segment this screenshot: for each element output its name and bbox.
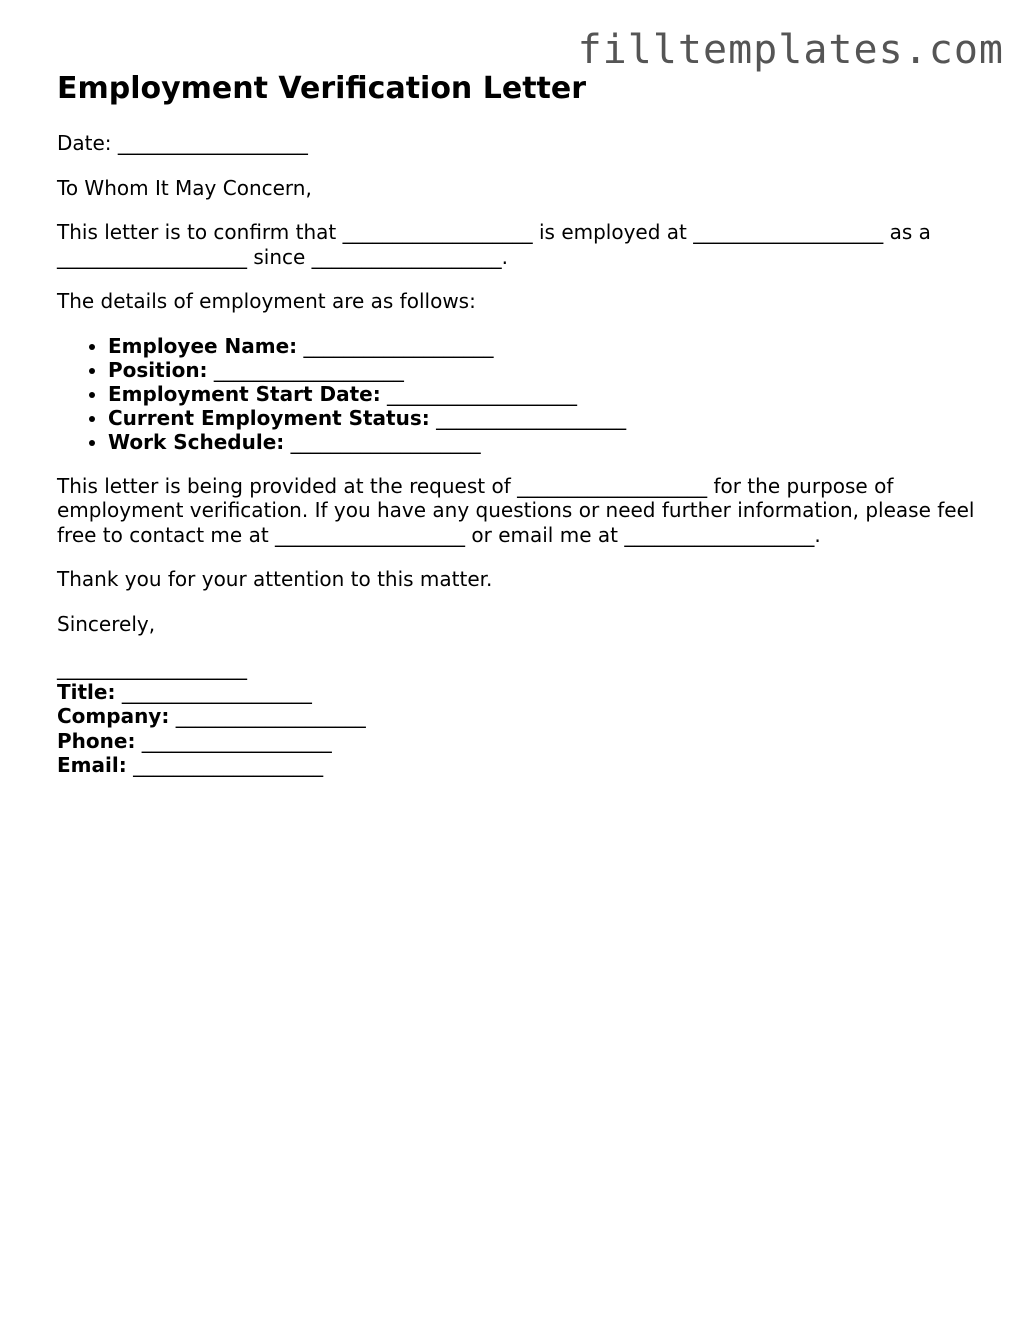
requester-blank: ___________________ xyxy=(517,473,708,498)
employee-blank: ___________________ xyxy=(342,220,533,244)
position-blank: ___________________ xyxy=(57,244,247,269)
signature-blank: ___________________ xyxy=(57,656,247,680)
request-paragraph xyxy=(57,474,987,548)
confirmation-paragraph xyxy=(57,220,987,269)
details-intro: The details of employment are as follows: xyxy=(57,289,476,313)
work-schedule-blank: ___________________ xyxy=(290,429,481,454)
signature-email-line xyxy=(57,753,987,777)
signature-phone-blank: ___________________ xyxy=(141,728,332,753)
confirm-text-3: as a xyxy=(889,220,931,244)
position-label: Position: xyxy=(108,357,208,382)
signature-title-line xyxy=(57,680,987,704)
signature-title-label: Title: xyxy=(57,680,116,705)
confirm-text-1: This letter is to confirm that xyxy=(57,220,337,244)
thanks-line: Thank you for your attention to this matter. xyxy=(57,567,493,591)
list-item xyxy=(108,406,987,430)
details-list xyxy=(57,334,987,454)
signature-title-blank: ___________________ xyxy=(121,680,312,705)
list-item xyxy=(108,334,987,358)
date-blank: ___________________ xyxy=(117,131,308,155)
confirm-text-2: is employed at xyxy=(538,220,687,244)
signature-email-blank: ___________________ xyxy=(133,752,324,777)
signature-phone-label: Phone: xyxy=(57,728,136,753)
request-text-1: This letter is being provided at the request of xyxy=(57,473,511,498)
work-schedule-label: Work Schedule: xyxy=(108,429,285,454)
start-date-blank: ___________________ xyxy=(387,381,578,406)
confirm-text-4: since xyxy=(253,244,306,269)
request-text-2: for the purpose of employment verification. If you have any questions or need further information, please feel free to contact me at xyxy=(57,473,975,547)
employment-status-blank: ___________________ xyxy=(436,405,627,430)
start-date-label: Employment Start Date: xyxy=(108,381,381,406)
signature-block xyxy=(57,656,987,777)
employee-name-label: Employee Name: xyxy=(108,333,298,358)
letter-page xyxy=(57,70,987,777)
request-text-3: or email me at xyxy=(471,522,618,547)
confirm-end: . xyxy=(501,244,509,269)
signature-phone-line xyxy=(57,729,987,753)
signature-company-label: Company: xyxy=(57,704,170,729)
employee-name-blank: ___________________ xyxy=(303,333,494,358)
contact-email-blank: ___________________ xyxy=(624,522,815,547)
letter-title: Employment Verification Letter xyxy=(57,71,587,106)
position-detail-blank: ___________________ xyxy=(213,357,404,382)
list-item xyxy=(108,358,987,382)
greeting: To Whom It May Concern, xyxy=(57,175,312,200)
signature-company-blank: ___________________ xyxy=(175,704,366,729)
closing-line: Sincerely, xyxy=(57,611,156,636)
since-blank: ___________________ xyxy=(311,244,502,269)
date-line xyxy=(57,131,987,156)
signature-company-line xyxy=(57,704,987,728)
list-item xyxy=(108,382,987,406)
list-item xyxy=(108,430,987,454)
company-blank: ___________________ xyxy=(693,220,884,244)
employment-status-label: Current Employment Status: xyxy=(108,405,430,430)
date-label: Date: xyxy=(57,131,112,155)
request-end: . xyxy=(814,522,821,547)
signature-email-label: Email: xyxy=(57,752,127,777)
watermark-text: filltemplates.com xyxy=(577,27,1004,73)
contact-phone-blank: ___________________ xyxy=(275,522,466,547)
